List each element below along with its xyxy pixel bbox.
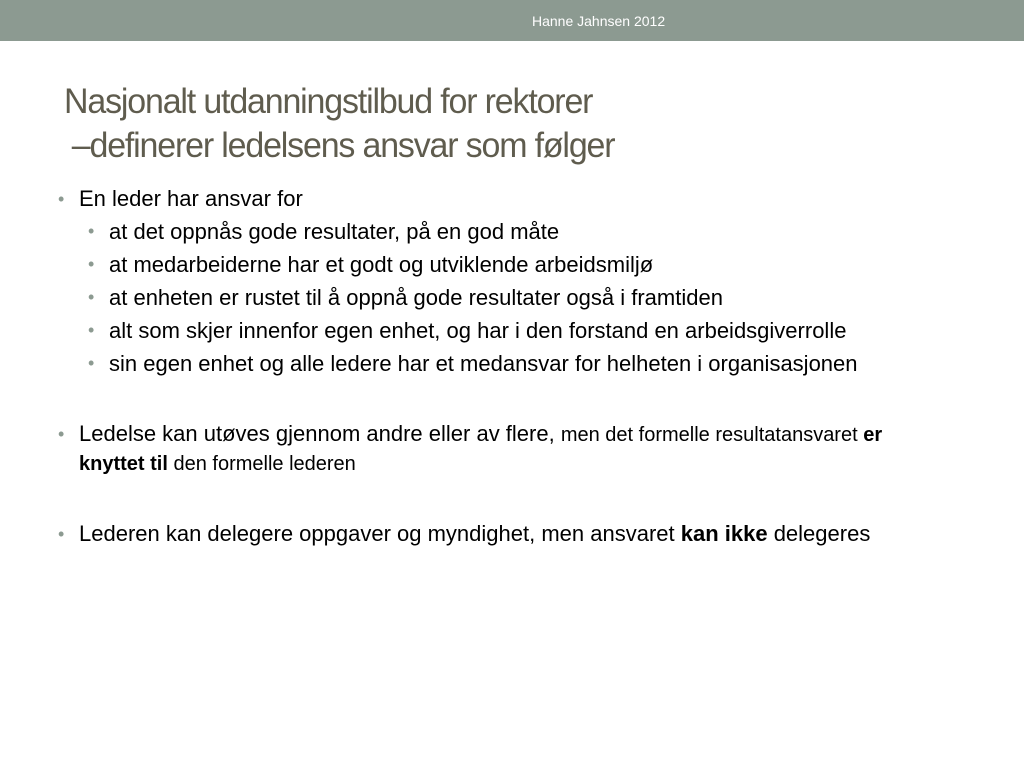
bullet-emphasis: kan ikke (680, 521, 768, 546)
responsibility-list (88, 218, 938, 377)
list-item-text: at det oppnås gode resultater, på en god måte (109, 219, 560, 244)
list-item-text: sin egen enhet og alle ledere har et medansvar for helheten i organisasjonen (109, 351, 858, 376)
header-bar (0, 0, 1024, 41)
bullet-text-part-1: Lederen kan delegere oppgaver og myndighet, men ansvaret (79, 521, 681, 546)
author-label: Hanne Jahnsen 2012 (532, 13, 666, 29)
bullet-emphasis: er knyttet til (79, 424, 883, 475)
bullet-delegation (58, 520, 938, 548)
slide-content (58, 185, 938, 553)
title-line-2: –definerer ledelsens ansvar som følger (71, 126, 615, 165)
slide-title (64, 80, 937, 168)
bullet-text-part-1: Ledelse kan utøves gjennom andre eller av flere, (79, 421, 561, 446)
list-item-text: alt som skjer innenfor egen enhet, og har i den forstand en arbeidsgiverrolle (109, 318, 847, 343)
bullet-text-part-3: den formelle lederen (167, 453, 356, 475)
spacer (58, 483, 938, 520)
bullet-text-part-2: delegeres (767, 521, 871, 546)
list-item-text: at enheten er rustet til å oppnå gode resultater også i framtiden (109, 285, 723, 310)
list-item (88, 251, 938, 278)
title-line-1: Nasjonalt utdanningstilbud for rektorer (64, 82, 593, 121)
list-item (88, 218, 938, 245)
list-item (88, 317, 938, 344)
spacer (58, 383, 938, 420)
list-item (88, 350, 938, 377)
list-item-text: at medarbeiderne har et godt og utviklende arbeidsmiljø (109, 252, 654, 277)
bullet-leadership-exercised (58, 420, 938, 478)
bullet-leader-responsibility (58, 185, 938, 213)
list-item (88, 284, 938, 311)
bullet-text-part-2: men det formelle resultatansvaret (560, 424, 864, 446)
bullet-text: En leder har ansvar for (79, 186, 303, 211)
